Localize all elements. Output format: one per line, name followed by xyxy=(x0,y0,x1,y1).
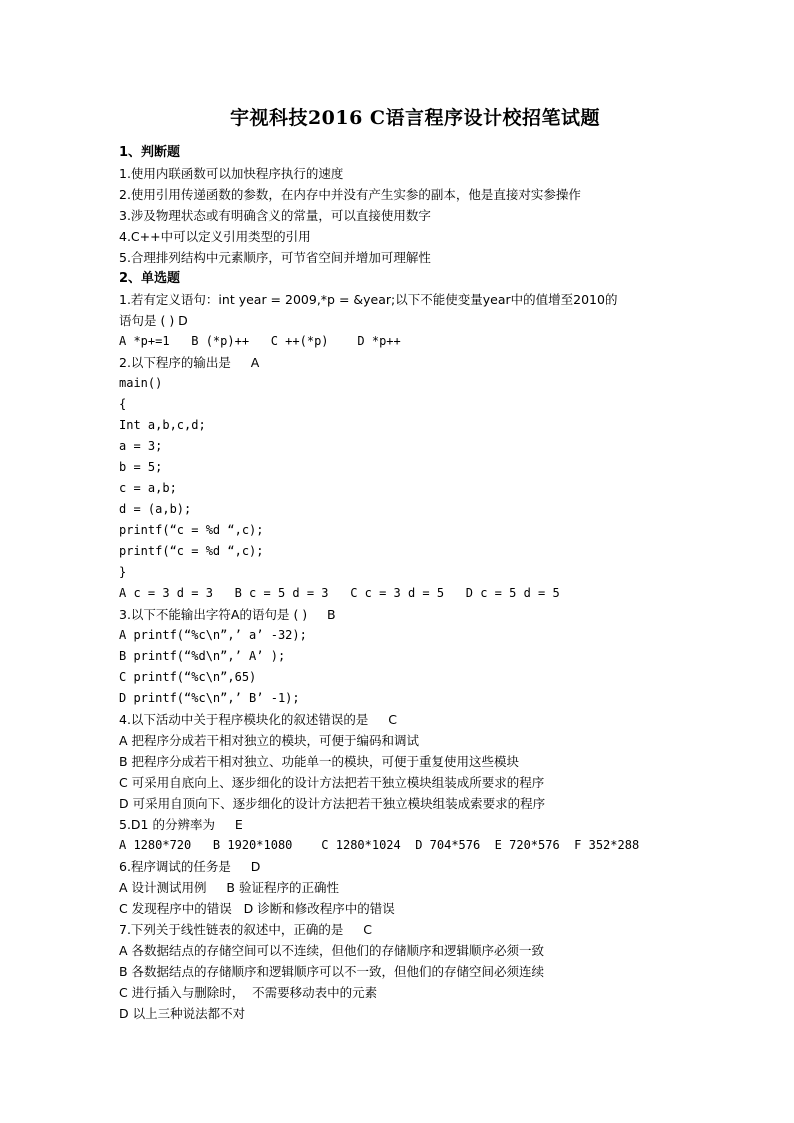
document-page xyxy=(119,104,719,1024)
question-line: 2.以下程序的输出是 A xyxy=(119,355,260,370)
question-line: 5.D1 的分辨率为 E xyxy=(119,817,243,832)
question-line: 1.使用内联函数可以加快程序执行的速度 xyxy=(119,166,344,181)
code-line: { xyxy=(119,397,127,411)
document-title: 宇视科技2016 C语言程序设计校招笔试题 xyxy=(229,107,601,129)
question-line: 1.若有定义语句：int year = 2009,*p = &year;以下不能使变量year中的值增至2010的 xyxy=(119,292,618,307)
question-line: 7.下列关于线性链表的叙述中，正确的是 C xyxy=(119,922,373,937)
question-line: D 以上三种说法都不对 xyxy=(119,1006,246,1021)
question-line: 3.涉及物理状态或有明确含义的常量，可以直接使用数字 xyxy=(119,208,431,223)
question-line: 4.C++中可以定义引用类型的引用 xyxy=(119,229,311,244)
question-line: 6.程序调试的任务是 D xyxy=(119,859,261,874)
code-line: printf(“c = %d “,c); xyxy=(119,523,264,537)
question-line: C 进行插入与删除时， 不需要移动表中的元素 xyxy=(119,985,378,1000)
code-line: Int a,b,c,d; xyxy=(119,418,206,432)
question-line: D 可采用自顶向下、逐步细化的设计方法把若干独立模块组装成索要求的程序 xyxy=(119,796,546,811)
code-line: B printf(“%d\n”,’ A’ ); xyxy=(119,649,286,663)
question-line: 5.合理排列结构中元素顺序，可节省空间并增加可理解性 xyxy=(119,250,431,265)
question-line: 2.使用引用传递函数的参数，在内存中并没有产生实参的副本，他是直接对实参操作 xyxy=(119,187,581,202)
code-line: c = a,b; xyxy=(119,481,177,495)
document-body xyxy=(119,142,719,1024)
question-line: A 各数据结点的存储空间可以不连续，但他们的存储顺序和逻辑顺序必须一致 xyxy=(119,943,545,958)
question-line: 语句是 ( ) D xyxy=(119,313,188,328)
code-line: A 1280*720 B 1920*1080 C 1280*1024 D 704*576 E 720*576 F 352*288 xyxy=(119,838,640,852)
question-line: B 把程序分成若干相对独立、功能单一的模块，可便于重复使用这些模块 xyxy=(119,754,520,769)
code-line: b = 5; xyxy=(119,460,163,474)
code-line: d = (a,b); xyxy=(119,502,192,516)
code-line: A *p+=1 B (*p)++ C ++(*p) D *p++ xyxy=(119,334,401,348)
code-line: printf(“c = %d “,c); xyxy=(119,544,264,558)
code-line: main() xyxy=(119,376,163,390)
question-line: C 可采用自底向上、逐步细化的设计方法把若干独立模块组装成所要求的程序 xyxy=(119,775,545,790)
code-line: A c = 3 d = 3 B c = 5 d = 3 C c = 3 d = 5 D c = 5 d = 5 xyxy=(119,586,560,600)
code-line: } xyxy=(119,565,127,579)
section-heading: 2、单选题 xyxy=(119,271,181,286)
code-line: A printf(“%c\n”,’ a’ -32); xyxy=(119,628,307,642)
question-line: C 发现程序中的错误 D 诊断和修改程序中的错误 xyxy=(119,901,395,916)
code-line: C printf(“%c\n”,65) xyxy=(119,670,257,684)
question-line: 3.以下不能输出字符A的语句是 ( ) B xyxy=(119,607,336,622)
question-line: A 设计测试用例 B 验证程序的正确性 xyxy=(119,880,339,895)
question-line: B 各数据结点的存储顺序和逻辑顺序可以不一致，但他们的存储空间必须连续 xyxy=(119,964,545,979)
code-line: D printf(“%c\n”,’ B’ -1); xyxy=(119,691,300,705)
section-heading: 1、判断题 xyxy=(119,145,181,160)
code-line: a = 3; xyxy=(119,439,163,453)
question-line: 4.以下活动中关于程序模块化的叙述错误的是 C xyxy=(119,712,398,727)
question-line: A 把程序分成若干相对独立的模块，可便于编码和调试 xyxy=(119,733,420,748)
